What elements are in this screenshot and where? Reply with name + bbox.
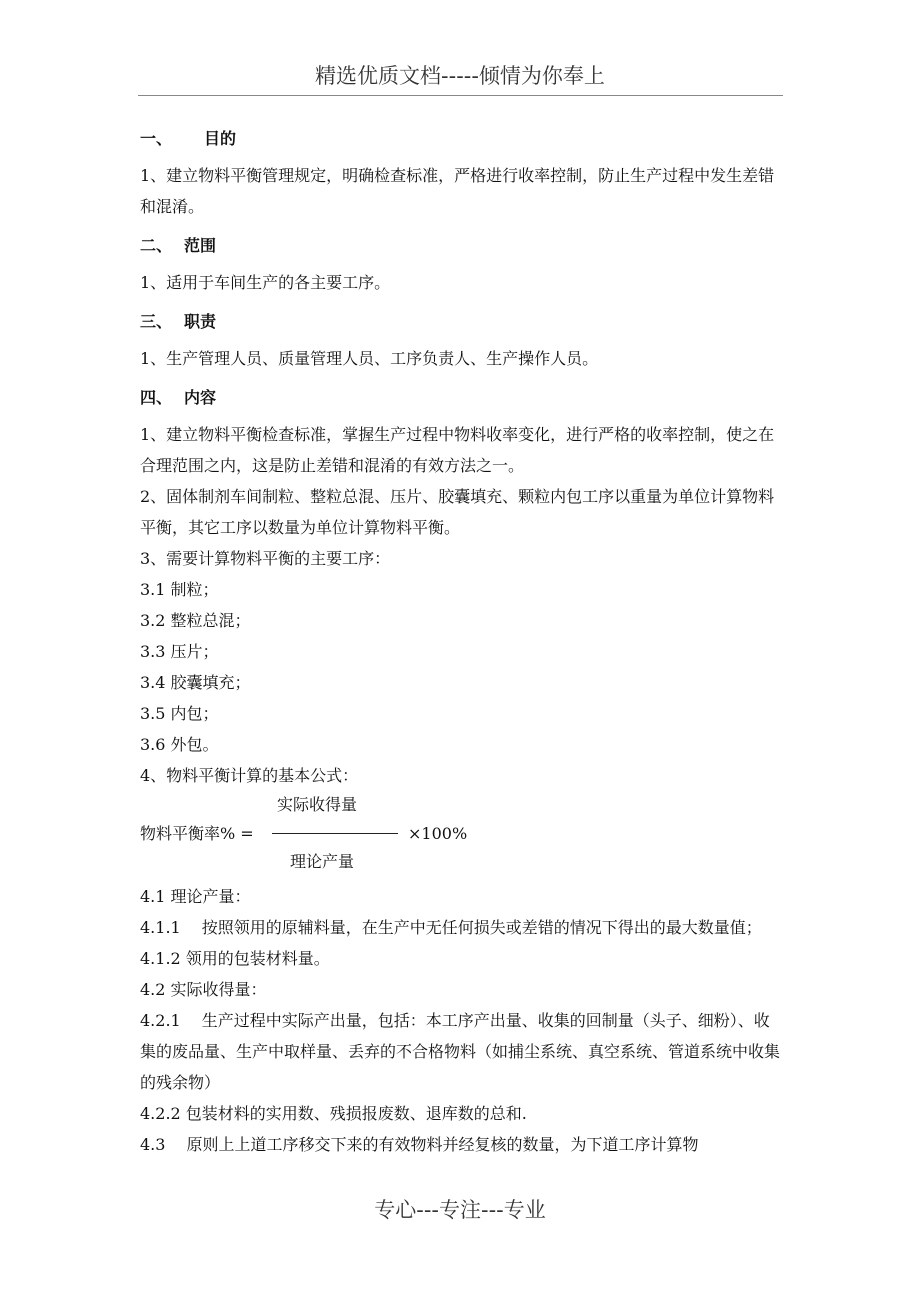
section-title: 范围 bbox=[184, 236, 217, 255]
section-heading-content bbox=[140, 382, 782, 413]
list-item: 3.4 胶囊填充； bbox=[140, 673, 251, 692]
section-heading-duties bbox=[140, 306, 782, 337]
list-item: 3.5 内包； bbox=[140, 704, 219, 723]
paragraph: 1、建立物料平衡管理规定，明确检查标准，严格进行收率控制，防止生产过程中发生差错和混淆。 bbox=[140, 166, 775, 216]
paragraph: 3、需要计算物料平衡的主要工序： bbox=[140, 549, 391, 568]
formula-multiplier: ×100% bbox=[408, 824, 468, 843]
section-title: 内容 bbox=[184, 388, 217, 407]
section-number: 四、 bbox=[140, 388, 173, 407]
fraction-bar bbox=[272, 833, 398, 834]
list-item: 3.3 压片； bbox=[140, 642, 219, 661]
paragraph: 4.2 实际收得量： bbox=[140, 980, 267, 999]
section-number: 二、 bbox=[140, 236, 173, 255]
balance-formula bbox=[140, 791, 782, 881]
paragraph: 4.1 理论产量： bbox=[140, 887, 251, 906]
section-number: 三、 bbox=[140, 312, 173, 331]
page-footer: 专心---专注---专业 bbox=[374, 1198, 546, 1222]
section-number: 一、 bbox=[140, 129, 173, 148]
paragraph: 4.1.1 按照领用的原辅料量，在生产中无任何损失或差错的情况下得出的最大数量值； bbox=[140, 918, 762, 937]
list-item: 3.6 外包。 bbox=[140, 735, 219, 754]
section-heading-scope bbox=[140, 230, 782, 261]
list-item: 3.2 整粒总混； bbox=[140, 611, 251, 630]
section-title: 目的 bbox=[204, 129, 237, 148]
header-divider bbox=[138, 95, 783, 96]
formula-numerator: 实际收得量 bbox=[277, 795, 358, 814]
paragraph: 4、物料平衡计算的基本公式： bbox=[140, 766, 359, 785]
section-title: 职责 bbox=[184, 312, 217, 331]
paragraph: 4.1.2 领用的包装材料量。 bbox=[140, 949, 330, 968]
paragraph: 4.2.1 生产过程中实际产出量，包括：本工序产出量、收集的回制量（头子、细粉）、收集的废品量、生产中取样量、丢弃的不合格物料（如捕尘系统、真空系统、管道系统中收集的残余物） bbox=[140, 1011, 781, 1092]
paragraph: 1、适用于车间生产的各主要工序。 bbox=[140, 273, 391, 292]
paragraph: 4.2.2 包装材料的实用数、残损报废数、退库数的总和. bbox=[140, 1104, 527, 1123]
paragraph: 1、生产管理人员、质量管理人员、工序负责人、生产操作人员。 bbox=[140, 349, 599, 368]
paragraph: 4.3 原则上上道工序移交下来的有效物料并经复核的数量，为下道工序计算物 bbox=[140, 1135, 699, 1154]
paragraph: 1、建立物料平衡检查标准，掌握生产过程中物料收率变化，进行严格的收率控制，使之在合理范围之内，这是防止差错和混淆的有效方法之一。 bbox=[140, 425, 775, 475]
section-heading-purpose bbox=[140, 123, 782, 154]
formula-lhs: 物料平衡率% = bbox=[140, 824, 254, 843]
document-body bbox=[140, 123, 782, 1160]
formula-denominator: 理论产量 bbox=[290, 852, 355, 871]
page-header: 精选优质文档-----倾情为你奉上 bbox=[315, 64, 605, 88]
paragraph: 2、固体制剂车间制粒、整粒总混、压片、胶囊填充、颗粒内包工序以重量为单位计算物料平衡，其它工序以数量为单位计算物料平衡。 bbox=[140, 487, 775, 537]
list-item: 3.1 制粒； bbox=[140, 580, 219, 599]
